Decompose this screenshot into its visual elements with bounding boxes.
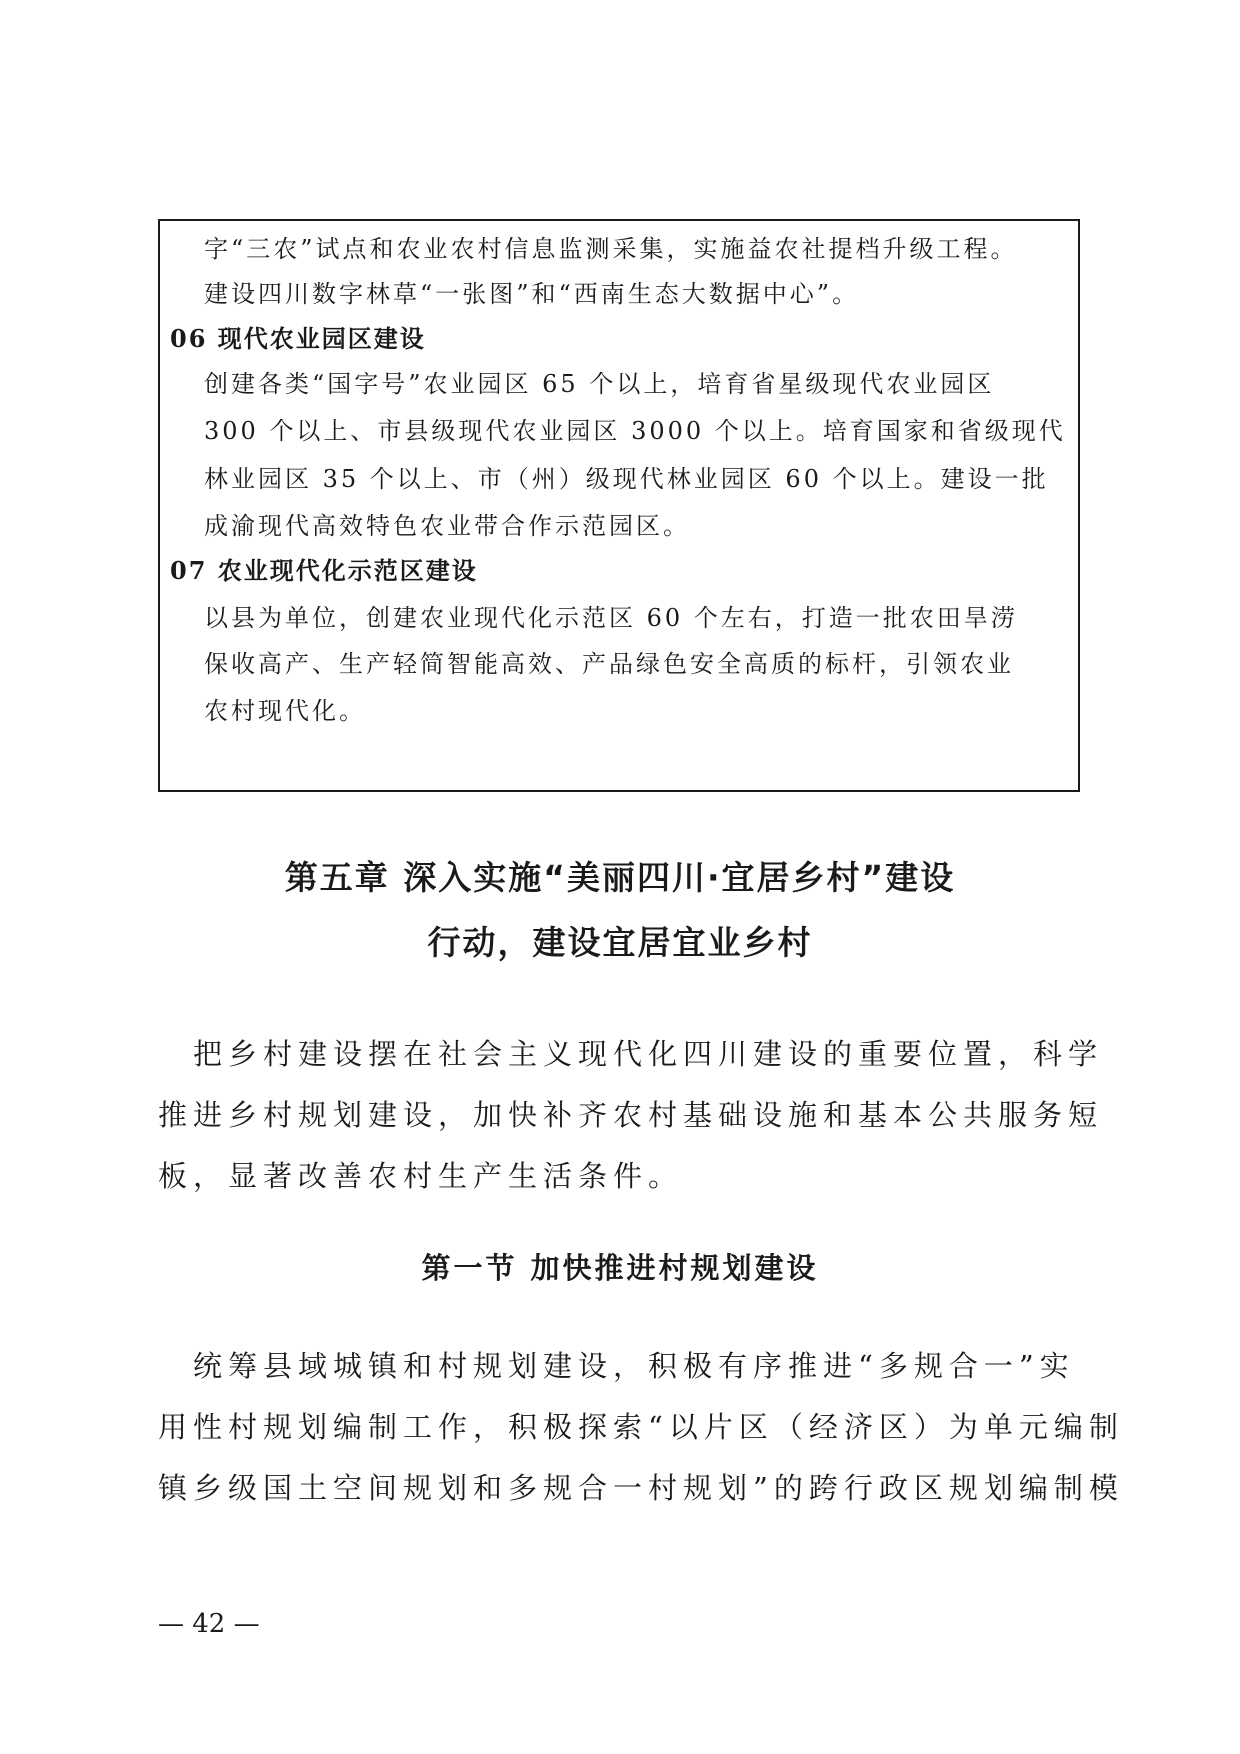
box-text-line: 成渝现代高效特色农业带合作示范园区。: [204, 512, 690, 540]
box-text-line: 创建各类“国字号”农业园区 65 个以上，培育省星级现代农业园区: [204, 370, 995, 398]
section-paragraph-line: 用性村规划编制工作，积极探索“以片区（经济区）为单元编制: [158, 1410, 1124, 1444]
box-text-line: 林业园区 35 个以上、市（州）级现代林业园区 60 个以上。建设一批: [204, 465, 1049, 493]
box-text-line: 300 个以上、市县级现代农业园区 3000 个以上。培育国家和省级现代: [204, 417, 1066, 445]
box-text-line: 农村现代化。: [204, 697, 366, 725]
section-title: 第一节 加快推进村规划建设: [421, 1251, 819, 1285]
section-paragraph-line: 统筹县域城镇和村规划建设，积极有序推进“多规合一”实: [158, 1349, 1075, 1383]
chapter-title-line1: 第五章 深入实施“美丽四川·宜居乡村”建设: [284, 858, 956, 897]
intro-paragraph-line: 推进乡村规划建设，加快补齐农村基础设施和基本公共服务短: [158, 1098, 1104, 1132]
key-projects-box: [158, 219, 1080, 792]
chapter-title-line2: 行动，建设宜居宜业乡村: [427, 923, 813, 962]
box-text-line: 以县为单位，创建农业现代化示范区 60 个左右，打造一批农田旱涝: [204, 604, 1018, 632]
item-06-heading: 06 现代农业园区建设: [170, 324, 426, 353]
box-text-line: 建设四川数字林草“一张图”和“西南生态大数据中心”。: [204, 280, 860, 308]
intro-paragraph-line: 板，显著改善农村生产生活条件。: [158, 1159, 684, 1193]
section-paragraph-line: 镇乡级国土空间规划和多规合一村规划”的跨行政区规划编制模: [158, 1471, 1124, 1505]
item-07-heading: 07 农业现代化示范区建设: [170, 556, 478, 585]
intro-paragraph-line: 把乡村建设摆在社会主义现代化四川建设的重要位置，科学: [158, 1037, 1104, 1071]
page-number: — 42 —: [158, 1609, 260, 1639]
box-text-line: 字“三农”试点和农业农村信息监测采集，实施益农社提档升级工程。: [204, 235, 1018, 263]
box-text-line: 保收高产、生产轻简智能高效、产品绿色安全高质的标杆，引领农业: [204, 650, 1014, 678]
